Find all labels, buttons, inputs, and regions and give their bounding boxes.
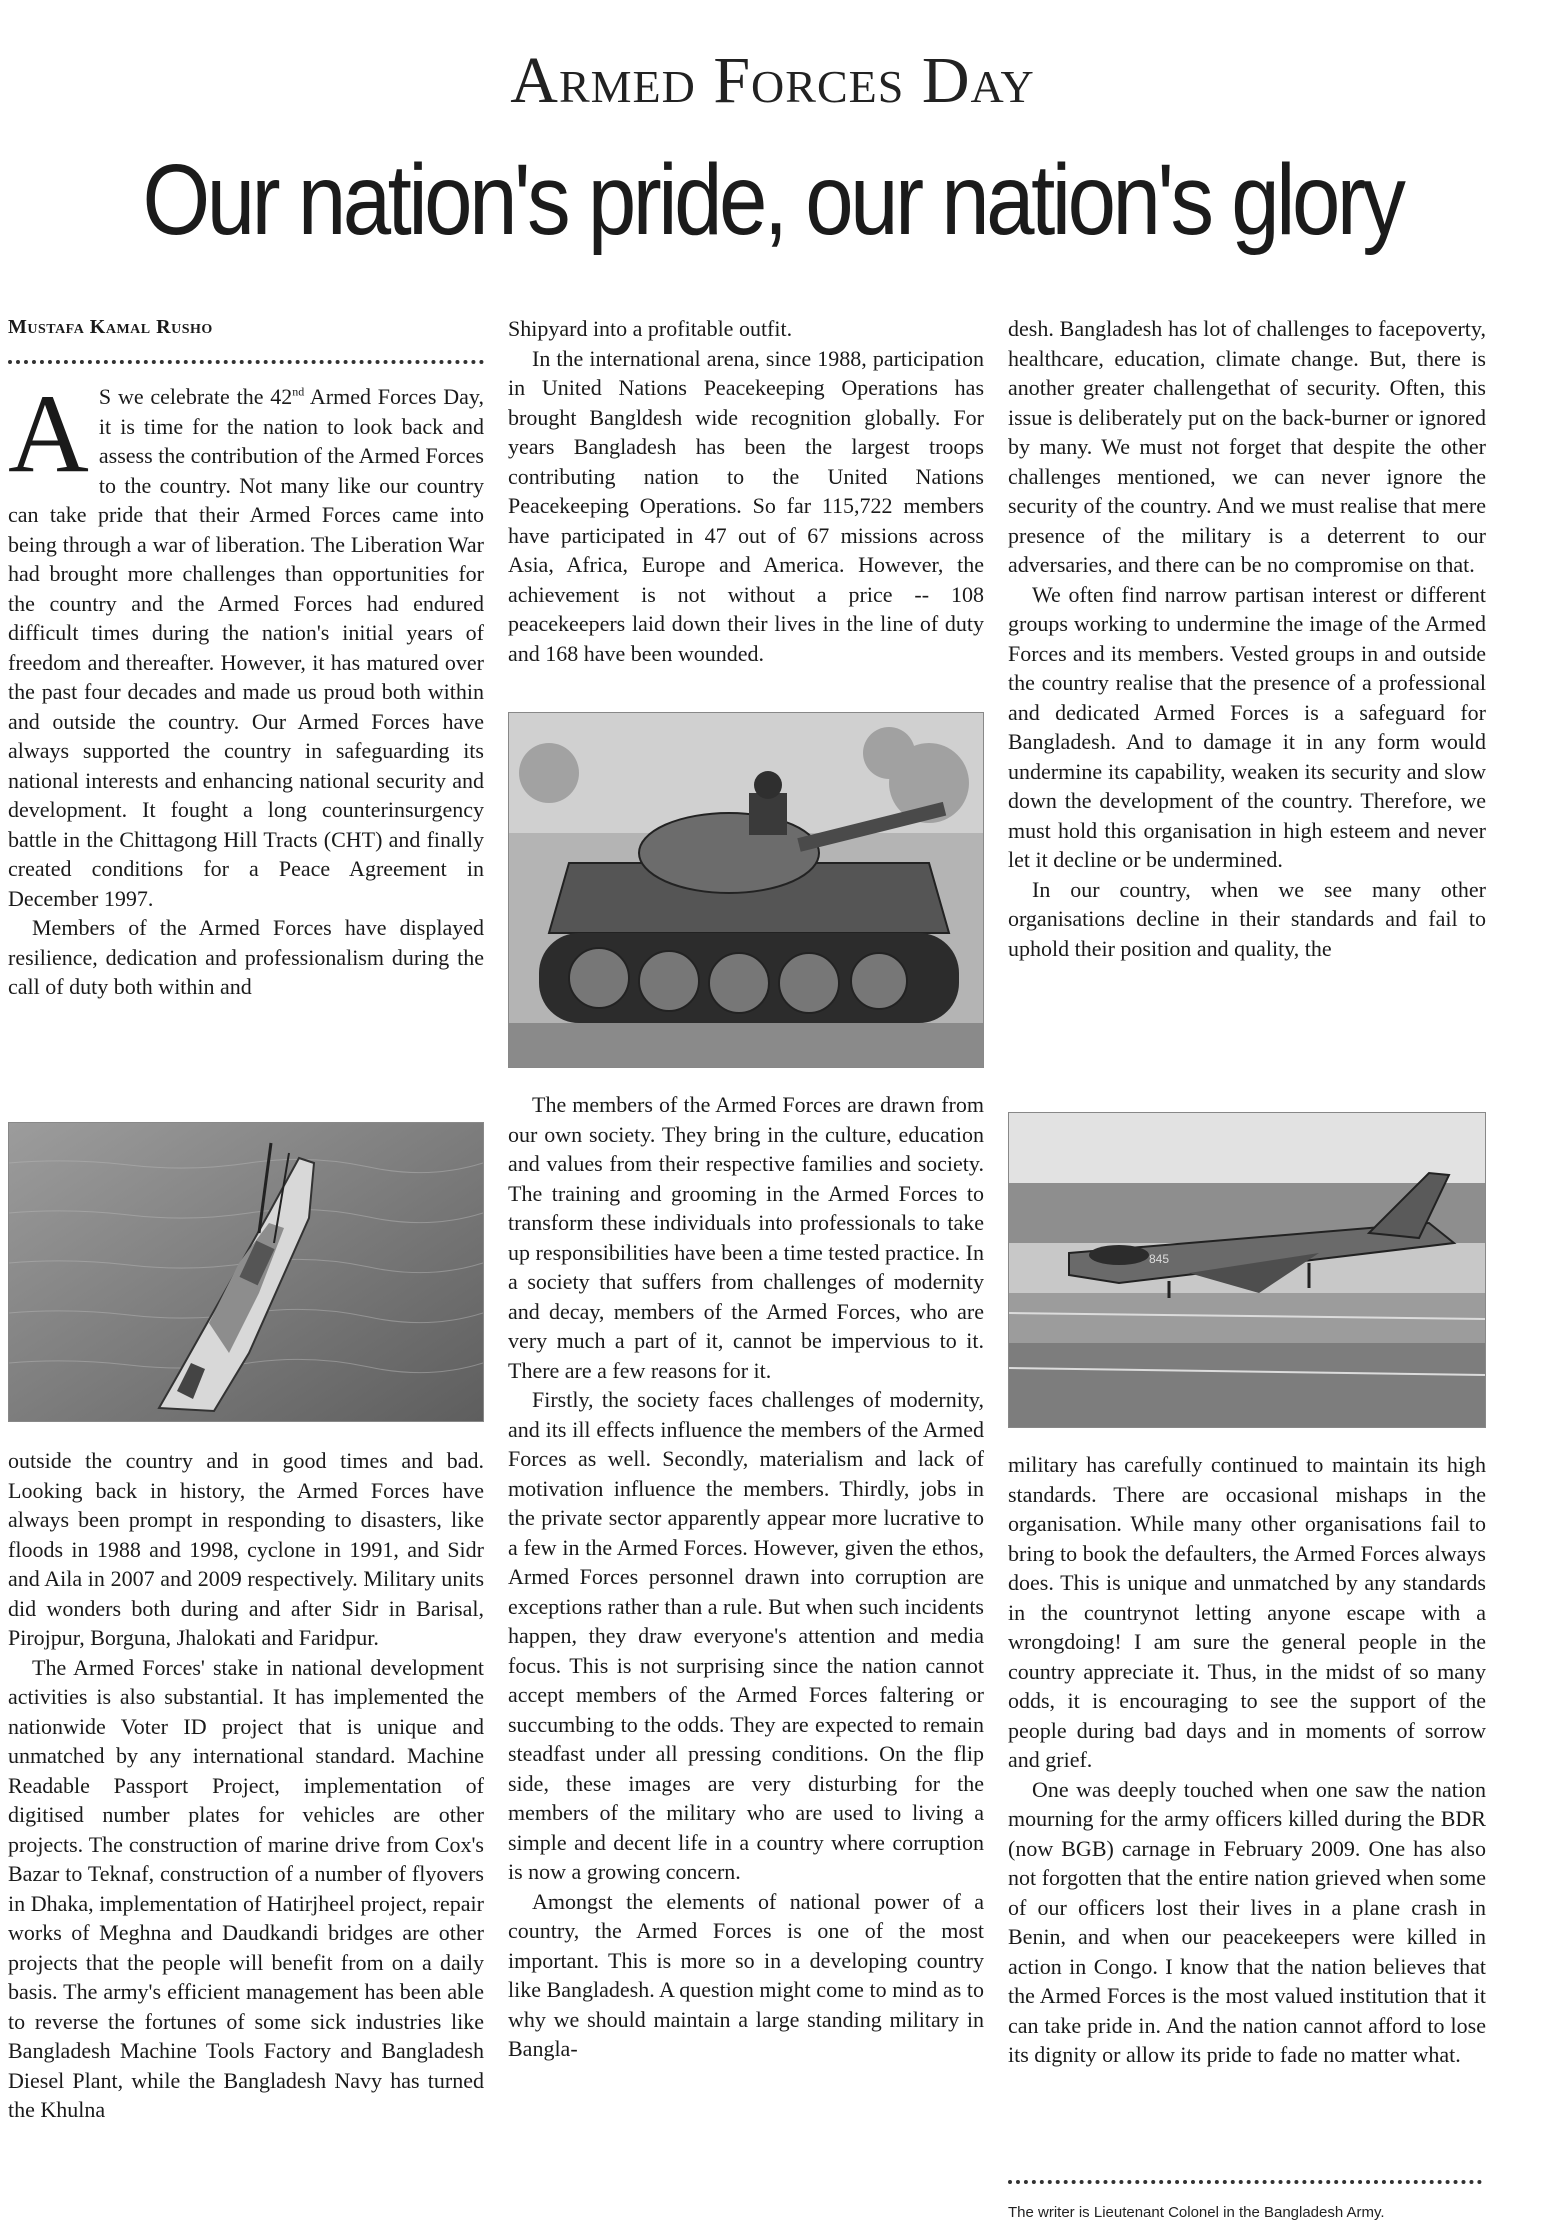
- paragraph-11: We often find narrow partisan interest or different groups working to undermine the image of the Armed Forces and its members. Vested groups in and outside the country realise that the presence of a professional and dedicated Armed Forces is a safeguard for Bangladesh. And to damage it in any form would undermine its capability, weaken its security and slow down the development of the country. Therefore, we must hold this organisation in high esteem and never let it decline or be undermined.: [1008, 581, 1486, 872]
- paragraph-5: Shipyard into a profitable outfit.: [508, 316, 793, 341]
- column-1-bottom: [8, 1446, 484, 2125]
- column-2-bottom: [508, 1090, 984, 2064]
- jet-number-label: 845: [1149, 1252, 1170, 1266]
- paragraph-13: military has carefully continued to maintain its high standards. There are occasional mishaps in the organisation. While many other organisations fail to bring to book the defaulters, the Armed Forces always does. This is unique and unmatched by any standards in the countrynot letting anyone escape with a wrongdoing! I am sure the general people in the country appreciate it. Thus, in the midst of so many odds, it is encouraging to see the support of the people during bad days and in moments of sorrow and grief.: [1008, 1452, 1486, 1772]
- paragraph-2: Members of the Armed Forces have displayed resilience, dedication and professionalism during the call of duty both within and: [8, 915, 484, 999]
- author-footnote: The writer is Lieutenant Colonel in the Bangladesh Army.: [1008, 2204, 1385, 2221]
- column-3-bottom: [1008, 1450, 1486, 2070]
- drop-cap: A: [8, 372, 89, 496]
- tank-photo: [508, 712, 984, 1068]
- column-1-top: [8, 372, 484, 1002]
- navy-ship-photo: [8, 1122, 484, 1422]
- paragraph-14: One was deeply touched when one saw the nation mourning for the army officers killed during the BDR (now BGB) carnage in February 2009. One has also not forgotten that the entire nation grieved when some of our officers lost their lives in a plane crash in Benin, and when our peacekeepers were killed in action in Congo. I know that the nation believes that the Armed Forces is the most valued institution that it can take pride in. And the nation cannot afford to lose its dignity or allow its pride to fade no matter what.: [1008, 1776, 1486, 2067]
- fighter-jet-photo: [1008, 1112, 1486, 1428]
- column-2-top: [508, 314, 984, 668]
- paragraph-4: The Armed Forces' stake in national development activities is also substantial. It has implemented the nationwide Voter ID project that is unique and unmatched by any international standard. Machine Readable Passport Project, implementation of digitised number plates for vehicles are other projects. The construction of marine drive from Cox's Bazar to Teknaf, construction of a number of flyovers in Dhaka, implementation of Hatirjheel project, repair works of Meghna and Daudkandi bridges are other projects that the people will benefit from on a daily basis. The army's efficient management has been able to reverse the fortunes of some sick industries like Bangladesh Machine Tools Factory and Bangladesh Diesel Plant, while the Bangladesh Navy has turned the Khulna: [8, 1654, 484, 2122]
- paragraph-1: A S we celebrate the 42nd Armed Forces Day, it is time for the nation to look back and assess the contribution of the Armed Forces to the country. Not many like our country can take pride that their Armed Forces came into being through a war of liberation. The Liberation War had brought more challenges than opportunities for the country and the Armed Forces had endured difficult times during the nation's initial years of freedom and thereafter. However, it has matured over the past four decades and made us proud both within and outside the country. Our Armed Forces have always supported the country in safeguarding its national interests and enhancing national security and development. It fought a long counterinsurgency battle in the Chittagong Hill Tracts (CHT) and finally created conditions for a Peace Agreement in December 1997.: [8, 372, 484, 911]
- byline: Mustafa Kamal Rusho: [8, 316, 213, 338]
- headline: Our nation's pride, our nation's glory: [142, 144, 1403, 256]
- paragraph-7: The members of the Armed Forces are drawn from our own society. They bring in the culture, education and values from their respective families and society. The training and grooming in the Armed Forces to transform these individuals into professionals to take up responsibilities have been a time tested practice. In a society that suffers from challenges of modernity and decay, members of the Armed Forces, who are very much a part of it, cannot be impervious to it. There are a few reasons for it.: [508, 1092, 984, 1383]
- paragraph-6: In the international arena, since 1988, participation in United Nations Peacekeeping Operations has brought Bangldesh wide recognition globally. For years Bangladesh has been the largest troops contributing nation to the United Nations Peacekeeping Operations. So far 115,722 members have participated in 47 out of 67 missions across Asia, Africa, Europe and America. However, the achievement is not without a price -- 108 peacekeepers laid down their lives in the line of duty and 168 have been wounded.: [508, 345, 984, 666]
- paragraph-3: outside the country and in good times and bad. Looking back in history, the Armed Forces have always been prompt in responding to disasters, like floods in 1988 and 1998, cyclone in 1991, and Sidr and Aila in 2007 and 2009 respectively. Military units did wonders both during and after Sidr in Barisal, Pirojpur, Borguna, Jhalokati and Faridpur.: [8, 1448, 484, 1650]
- column-3-top: [1008, 314, 1486, 963]
- paragraph-12: In our country, when we see many other organisations decline in their standards and fail to uphold their position and quality, the: [1008, 876, 1486, 961]
- paragraph-10: desh. Bangladesh has lot of challenges to facepoverty, healthcare, education, climate change. But, there is another greater challengethat of security. Often, this issue is deliberately put on the back-burner or ignored by many. We must not forget that despite the other challenges mentioned, we can never ignore the security of the country. And we must realise that mere presence of the military is a deterrent to our adversaries, and there can be no compromise on that.: [1008, 316, 1486, 577]
- section-kicker: Armed Forces Day: [510, 44, 1035, 117]
- paragraph-8: Firstly, the society faces challenges of modernity, and its ill effects influence the members of the Armed Forces as well. Secondly, materialism and lack of motivation influence the members. Thirdly, jobs in the private sector apparently appear more lucrative to a few in the Armed Forces. However, given the ethos, Armed Forces personnel drawn into corruption are exceptions rather than a rule. But when such incidents happen, they draw everyone's attention and media focus. This is not surprising since the nation cannot accept members of the Armed Forces faltering or succumbing to the odds. They are expected to remain steadfast under all pressing conditions. On the flip side, these images are very disturbing for the members of the military who are used to living a simple and decent life in a country where corruption is now a growing concern.: [508, 1387, 984, 1884]
- paragraph-9: Amongst the elements of national power of a country, the Armed Forces is one of the most important. This is more so in a developing country like Bangladesh. A question might come to mind as to why we should maintain a large standing military in Bangla-: [508, 1888, 984, 2061]
- byline-divider: [8, 360, 484, 364]
- footnote-divider: [1008, 2180, 1482, 2184]
